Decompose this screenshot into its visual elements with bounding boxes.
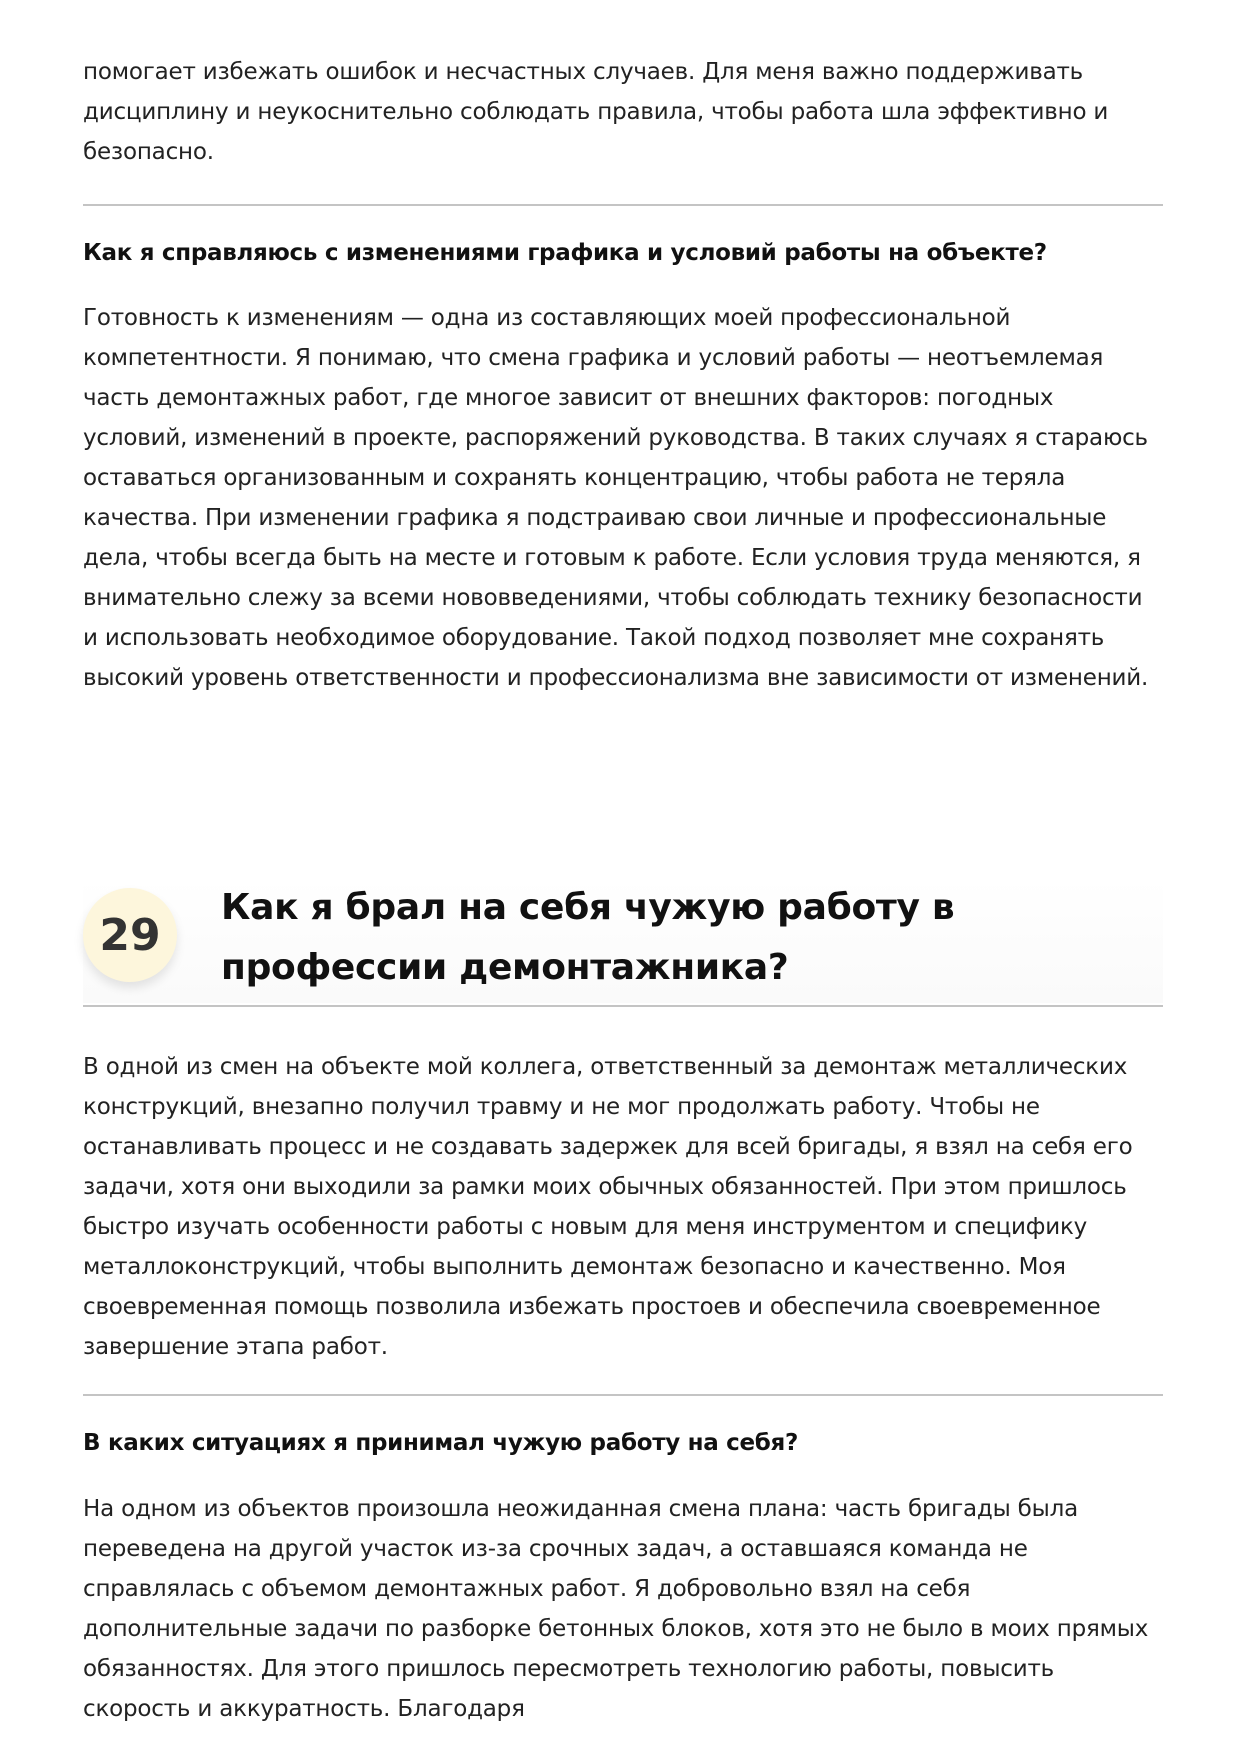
section-header — [83, 878, 1163, 1003]
section-intro-paragraph: В одной из смен на объекте мой коллега, ответственный за демонтаж металлических конструкций, внезапно получил травму и не мог продолжать работу. Чтобы не останавливать процесс и не создавать задержек для всей бригады, я взял на себя его задачи, хотя они выходили за рамки моих обычных обязанностей. При этом пришлось быстро изучать особенности работы с новым для меня инструментом и специфику металлоконструкций, чтобы выполнить демонтаж безопасно и качественно. Моя своевременная помощь позволила избежать простоев и обеспечила своевременное завершение этапа работ. — [83, 1054, 1133, 1360]
question-heading: Как я справляюсь с изменениями графика и условий работы на объекте? — [83, 240, 1047, 266]
answer-paragraph: Готовность к изменениям — одна из составляющих моей профессиональной компетентности. Я понимаю, что смена графика и условий работы — неотъемлемая часть демонтажных работ, где многое зависит от внешних факторов: погодных условий, изменений в проекте, распоряжений руководства. В таких случаях я стараюсь оставаться организованным и сохранять концентрацию, чтобы работа не теряла качества. При изменении графика я подстраиваю свои личные и профессиональные дела, чтобы всегда быть на месте и готовым к работе. Если условия труда меняются, я внимательно слежу за всеми нововведениями, чтобы соблюдать технику безопасности и использовать необходимое оборудование. Такой подход позволяет мне сохранять высокий уровень ответственности и профессионализма вне зависимости от изменений. — [83, 305, 1149, 691]
section-title: Как я брал на себя чужую работу в профессии демонтажника? — [221, 887, 955, 988]
section-number-badge: 29 — [83, 888, 177, 982]
divider — [83, 204, 1163, 206]
divider — [83, 1394, 1163, 1396]
continued-paragraph: помогает избежать ошибок и несчастных случаев. Для меня важно поддерживать дисциплину и неукоснительно соблюдать правила, чтобы работа шла эффективно и безопасно. — [83, 59, 1109, 165]
answer-paragraph: На одном из объектов произошла неожиданная смена плана: часть бригады была переведена на другой участок из-за срочных задач, а оставшаяся команда не справлялась с объемом демонтажных работ. Я добровольно взял на себя дополнительные задачи по разборке бетонных блоков, хотя это не было в моих прямых обязанностях. Для этого пришлось пересмотреть технологию работы, повысить скорость и аккуратность. Благодаря — [83, 1496, 1149, 1722]
question-heading: В каких ситуациях я принимал чужую работу на себя? — [83, 1430, 799, 1456]
divider — [83, 1005, 1163, 1007]
